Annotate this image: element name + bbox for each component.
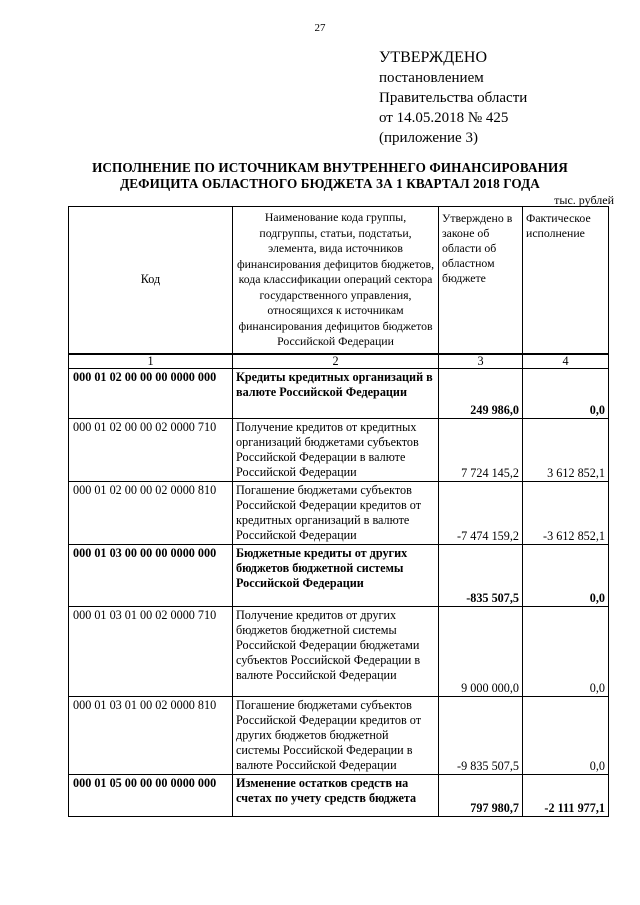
row-approved: 797 980,7 bbox=[439, 774, 523, 816]
column-number: 2 bbox=[233, 354, 439, 369]
column-number-row bbox=[69, 354, 609, 369]
header-actual: Фактическое исполнение bbox=[523, 207, 609, 354]
row-actual: 3 612 852,1 bbox=[523, 418, 609, 481]
row-code: 000 01 03 01 00 02 0000 810 bbox=[69, 696, 233, 774]
sources-table bbox=[68, 206, 609, 817]
row-name: Погашение бюджетами субъектов Российской Федерации кредитов от других бюджетов бюджетной системы Российской Федерации в валюте Российской Федерации bbox=[233, 696, 439, 774]
units-label: тыс. рублей bbox=[554, 193, 614, 207]
approval-line-2: постановлением bbox=[379, 70, 484, 86]
row-code: 000 01 02 00 00 00 0000 000 bbox=[69, 368, 233, 418]
row-code: 000 01 03 01 00 02 0000 710 bbox=[69, 606, 233, 696]
row-approved: 249 986,0 bbox=[439, 368, 523, 418]
table-row bbox=[69, 774, 609, 816]
row-code: 000 01 02 00 00 02 0000 710 bbox=[69, 418, 233, 481]
row-approved: 7 724 145,2 bbox=[439, 418, 523, 481]
header-approved: Утверждено в законе об области об областном бюджете bbox=[439, 207, 523, 354]
approval-line-5: (приложение 3) bbox=[379, 130, 478, 146]
approval-line-1: УТВЕРЖДЕНО bbox=[379, 49, 488, 66]
column-number: 1 bbox=[69, 354, 233, 369]
row-code: 000 01 02 00 00 02 0000 810 bbox=[69, 481, 233, 544]
row-approved: -835 507,5 bbox=[439, 544, 523, 606]
row-approved: -9 835 507,5 bbox=[439, 696, 523, 774]
row-approved: -7 474 159,2 bbox=[439, 481, 523, 544]
row-name: Получение кредитов от других бюджетов бюджетной системы Российской Федерации бюджетами субъектов Российской Федерации в валюте Российской Федерации bbox=[233, 606, 439, 696]
table-row bbox=[69, 368, 609, 418]
row-actual: 0,0 bbox=[523, 368, 609, 418]
table-row bbox=[69, 418, 609, 481]
header-row bbox=[69, 207, 609, 354]
page-number: 27 bbox=[314, 22, 326, 34]
row-name: Изменение остатков средств на счетах по учету средств бюджета bbox=[233, 774, 439, 816]
row-code: 000 01 03 00 00 00 0000 000 bbox=[69, 544, 233, 606]
document-title bbox=[60, 160, 600, 192]
row-name: Кредиты кредитных организаций в валюте Российской Федерации bbox=[233, 368, 439, 418]
row-name: Бюджетные кредиты от других бюджетов бюджетной системы Российской Федерации bbox=[233, 544, 439, 606]
approval-line-4: от 14.05.2018 № 425 bbox=[379, 110, 509, 126]
approval-stamp bbox=[379, 48, 527, 148]
row-actual: -2 111 977,1 bbox=[523, 774, 609, 816]
row-name: Получение кредитов от кредитных организаций бюджетами субъектов Российской Федерации в валюте Российской Федерации bbox=[233, 418, 439, 481]
table-row bbox=[69, 544, 609, 606]
row-actual: -3 612 852,1 bbox=[523, 481, 609, 544]
row-code: 000 01 05 00 00 00 0000 000 bbox=[69, 774, 233, 816]
title-line-2: ДЕФИЦИТА ОБЛАСТНОГО БЮДЖЕТА ЗА 1 КВАРТАЛ 2018 ГОДА bbox=[120, 176, 540, 191]
header-code: Код bbox=[69, 207, 233, 354]
table-row bbox=[69, 606, 609, 696]
title-line-1: ИСПОЛНЕНИЕ ПО ИСТОЧНИКАМ ВНУТРЕННЕГО ФИНАНСИРОВАНИЯ bbox=[92, 160, 568, 175]
approval-line-3: Правительства области bbox=[379, 90, 528, 106]
row-name: Погашение бюджетами субъектов Российской Федерации кредитов от кредитных организаций в валюте Российской Федерации bbox=[233, 481, 439, 544]
table-row bbox=[69, 481, 609, 544]
header-name: Наименование кода группы, подгруппы, статьи, подстатьи, элемента, вида источников финансирования дефицитов бюджетов, кода классификации операций сектора государственного управления, относящихся к источникам финансирования дефицитов бюджетов Российской Федерации bbox=[233, 207, 439, 354]
table-row bbox=[69, 696, 609, 774]
row-approved: 9 000 000,0 bbox=[439, 606, 523, 696]
row-actual: 0,0 bbox=[523, 696, 609, 774]
column-number: 4 bbox=[523, 354, 609, 369]
column-number: 3 bbox=[439, 354, 523, 369]
row-actual: 0,0 bbox=[523, 544, 609, 606]
row-actual: 0,0 bbox=[523, 606, 609, 696]
